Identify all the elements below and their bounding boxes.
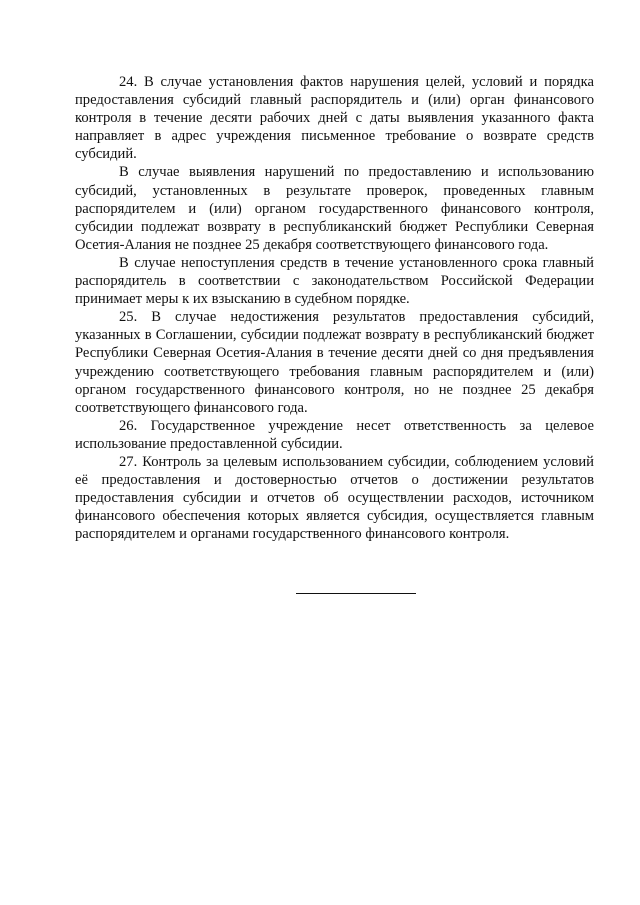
paragraph-27: 27. Контроль за целевым использованием субсидии, соблюдением условий её предоставления и достоверностью отчетов о достижении результатов предоставления субсидии и отчетов об осуществлении расходов, источником финансового обеспечения которых является субсидия, осуществляется главным распорядителем и органами государственного финансового контроля. xyxy=(75,453,594,543)
document-body xyxy=(75,73,594,543)
paragraph-26: 26. Государственное учреждение несет ответственность за целевое использование предоставленной субсидии. xyxy=(75,417,594,452)
paragraph-25: 25. В случае недостижения результатов предоставления субсидий, указанных в Соглашении, субсидии подлежат возврату в республиканский бюджет Республики Северная Осетия-Алания в течение десяти дней со дня предъявления учреждению соответствующего требования главным распорядителем и (или) органом государственного финансового контроля, но не позднее 25 декабря соответствующего финансового года. xyxy=(75,309,594,416)
end-of-document-line xyxy=(296,593,416,594)
paragraph-24-non-receipt: В случае непоступления средств в течение установленного срока главный распорядитель в соответствии с законодательством Российской Федерации принимает меры к их взысканию в судебном порядке. xyxy=(75,254,594,308)
paragraph-24: 24. В случае установления фактов нарушения целей, условий и порядка предоставления субсидий главный распорядитель и (или) орган финансового контроля в течение десяти рабочих дней с даты выявления указанного факта направляет в адрес учреждения письменное требование о возврате средств субсидий. xyxy=(75,74,594,163)
paragraph-24-violations: В случае выявления нарушений по предоставлению и использованию субсидий, установленных в результате проверок, проведенных главным распорядителем и (или) органом государственного финансового контроля, субсидии подлежат возврату в республиканский бюджет Республики Северная Осетия-Алания не позднее 25 декабря соответствующего финансового года. xyxy=(75,164,594,253)
